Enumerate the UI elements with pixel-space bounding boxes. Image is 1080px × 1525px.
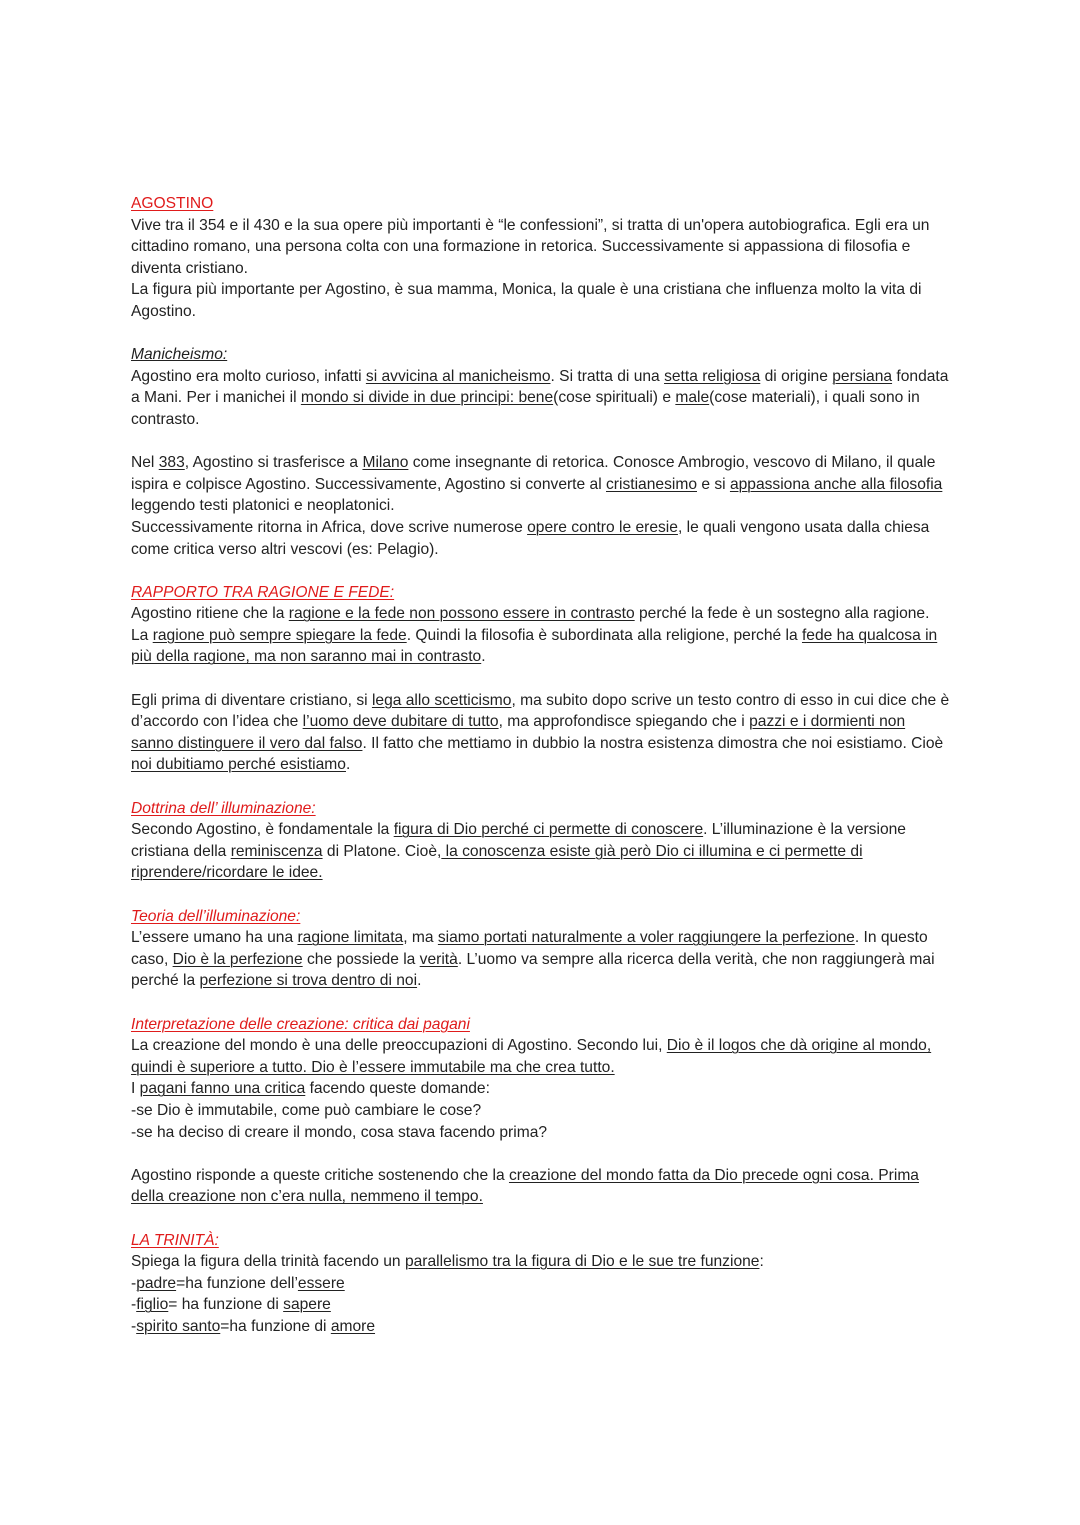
paragraph: Agostino risponde a queste critiche sostenendo che la creazione del mondo fatta da Dio precede ogni cosa. Prima della creazione non c’era nulla, nemmeno il tempo.	[131, 1166, 919, 1206]
section-heading-dottrina: Dottrina dell’ illuminazione:	[131, 799, 316, 817]
paragraph: La creazione del mondo è una delle preoccupazioni di Agostino. Secondo lui, Dio è il logos che dà origine al mondo, quindi è superiore a tutto. Dio è l’essere immutabile ma che crea tutto.	[131, 1037, 932, 1076]
list-item: -se Dio è immutabile, come può cambiare le cose?	[131, 1101, 482, 1119]
section-heading-teoria: Teoria dell’illuminazione:	[131, 907, 301, 925]
list-item: -padre=ha funzione dell’essere	[131, 1274, 345, 1292]
paragraph: Agostino era molto curioso, infatti si avvicina al manicheismo. Si tratta di una setta religiosa di origine persiana fondata a Mani. Per i manichei il mondo si divide in due principi: bene(cose spirituali) e male(cose materiali), i quali sono in contrasto.	[131, 367, 949, 428]
paragraph: Spiega la figura della trinità facendo un parallelismo tra la figura di Dio e le sue tre funzione:	[131, 1253, 764, 1271]
document-page	[131, 193, 951, 1337]
list-item: -se ha deciso di creare il mondo, cosa stava facendo prima?	[131, 1123, 548, 1141]
paragraph: Vive tra il 354 e il 430 e la sua opere più importanti è “le confessioni”, si tratta di un'opera autobiografica. Egli era un cittadino romano, una persona colta con una formazione in retorica. Successivamente si appassiona di filosofia e diventa cristiano.	[131, 216, 930, 277]
paragraph: La figura più importante per Agostino, è sua mamma, Monica, la quale è una cristiana che influenza molto la vita di Agostino.	[131, 281, 922, 320]
section-heading-creazione: Interpretazione delle creazione: critica dai pagani	[131, 1015, 470, 1033]
paragraph: Agostino ritiene che la ragione e la fede non possono essere in contrasto perché la fede è un sostegno alla ragione. La ragione può sempre spiegare la fede. Quindi la filosofia è subordinata alla religione, perché la fede ha qualcosa in più della ragione, ma non saranno mai in contrasto.	[131, 605, 938, 666]
paragraph: L’essere umano ha una ragione limitata, ma siamo portati naturalmente a voler raggiungere la perfezione. In questo caso, Dio è la perfezione che possiede la verità. L’uomo va sempre alla ricerca della verità, che non raggiungerà mai perché la perfezione si trova dentro di noi.	[131, 929, 935, 990]
section-heading-manicheismo: Manicheismo:	[131, 346, 228, 364]
list-item: -figlio= ha funzione di sapere	[131, 1296, 331, 1314]
paragraph: Nel 383, Agostino si trasferisce a Milano come insegnante di retorica. Conosce Ambrogio, vescovo di Milano, il quale ispira e colpisce Agostino. Successivamente, Agostino si converte al cristianesimo e si appassiona anche alla filosofia leggendo testi platonici e neoplatonici.	[131, 454, 943, 515]
paragraph: Secondo Agostino, è fondamentale la figura di Dio perché ci permette di conoscere. L’illuminazione è la versione cristiana della reminiscenza di Platone. Cioè, la conoscenza esiste già però Dio ci illumina e ci permette di riprendere/ricordare le idee.	[131, 821, 906, 882]
section-heading-ragione-fede: RAPPORTO TRA RAGIONE E FEDE:	[131, 583, 395, 601]
paragraph: Egli prima di diventare cristiano, si lega allo scetticismo, ma subito dopo scrive un testo contro di esso in cui dice che è d’accordo con l’idea che l’uomo deve dubitare di tutto, ma approfondisce spiegando che i pazzi e i dormienti non sanno distinguere il vero dal falso. Il fatto che mettiamo in dubbio la nostra esistenza dimostra che noi esistiamo. Cioè noi dubitiamo perché esistiamo.	[131, 691, 950, 774]
paragraph: Successivamente ritorna in Africa, dove scrive numerose opere contro le eresie, le quali vengono usata dalla chiesa come critica verso altri vescovi (es: Pelagio).	[131, 518, 930, 558]
list-item: -spirito santo=ha funzione di amore	[131, 1317, 376, 1335]
section-heading-agostino: AGOSTINO	[131, 195, 214, 212]
section-heading-trinita: LA TRINITÀ:	[131, 1231, 219, 1249]
paragraph: I pagani fanno una critica facendo queste domande:	[131, 1080, 490, 1098]
